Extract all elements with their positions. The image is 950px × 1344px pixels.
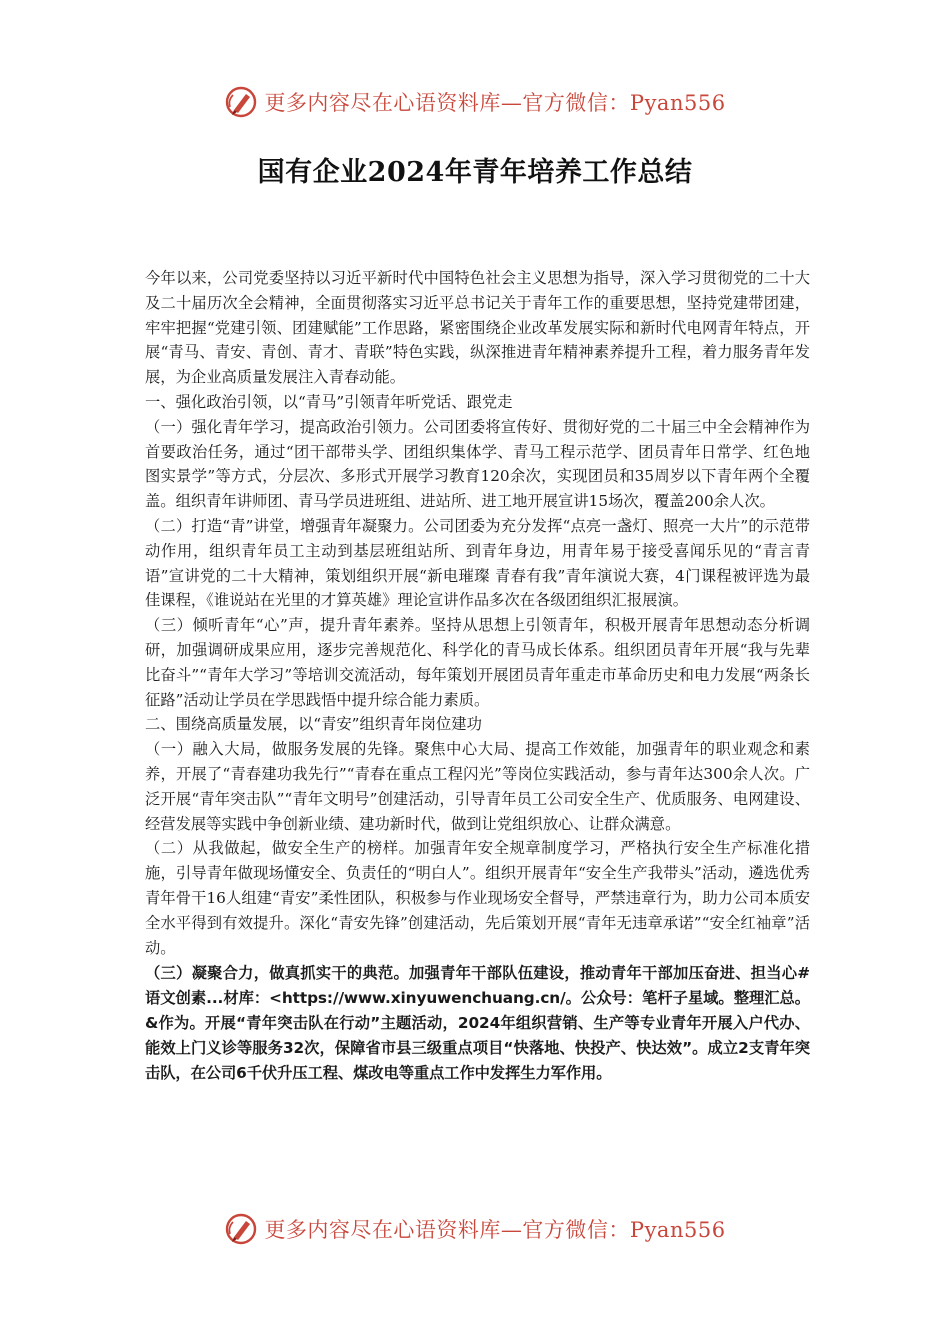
paragraph-1-3: （三）倾听青年“心”声，提升青年素养。坚持从思想上引领青年，积极开展青年思想动态分析调研，加强调研成果应用，逐步完善规范化、科学化的青马成长体系。组织团员青年开展“我与先辈比奋斗”“青年大学习”等培训交流活动，每年策划开展团员青年重走市革命历史和电力发展“两条长征路”活动让学员在学思践悟中提升综合能力素质。 bbox=[145, 616, 810, 709]
paragraph-1-2: （二）打造“青”讲堂，增强青年凝聚力。公司团委为充分发挥“点亮一盏灯、照亮一大片”的示范带动作用，组织青年员工主动到基层班组站所、到青年身边，用青年易于接受喜闻乐见的“青言青语”宣讲党的二十大精神，策划组织开展“新电璀璨 青春有我”青年演说大赛，4门课程被评选为最佳课程，《谁说站在光里的才算英雄》理论宣讲作品多次在各级团组织汇报展演。 bbox=[145, 516, 810, 610]
banner-text: 更多内容尽在心语资料库—官方微信：Pyan556 bbox=[264, 91, 726, 115]
section-heading-1: 一、强化政治引领，以“青马”引领青年听党话、跟党走 bbox=[145, 392, 513, 411]
document-body bbox=[145, 266, 810, 1086]
pen-logo-icon bbox=[224, 85, 258, 119]
paragraph-2-3-bold: （三）凝聚合力，做真抓实干的典范。加强青年干部队伍建设，推动青年干部加压奋进、担当心#语文创素...材库：<https://www.xinyuwenchuang.cn/。公众号：笔杆子星域。整理汇总。&作为。开展“青年突击队在行动”主题活动，2024年组织营销、生产等专业青年开展入户代办、能效上门义诊等服务32次，保障省市县三级重点项目“快落地、快投产、快达效”。成立2支青年突击队，在公司6千伏升压工程、煤改电等重点工作中发挥生力军作用。 bbox=[145, 964, 810, 1083]
banner-text: 更多内容尽在心语资料库—官方微信：Pyan556 bbox=[264, 1218, 726, 1242]
paragraph-1-1: （一）强化青年学习，提高政治引领力。公司团委将宣传好、贯彻好党的二十届三中全会精神作为首要政治任务，通过“团干部带头学、团组织集体学、青马工程示范学、团员青年日常学、红色地图实景学”等方式，分层次、多形式开展学习教育120余次，实现团员和35周岁以下青年两个全覆盖。组织青年讲师团、青马学员进班组、进站所、进工地开展宣讲15场次，覆盖200余人次。 bbox=[145, 417, 810, 511]
header-banner bbox=[0, 82, 950, 122]
document-title: 国有企业2024年青年培养工作总结 bbox=[257, 157, 693, 188]
intro-paragraph: 今年以来，公司党委坚持以习近平新时代中国特色社会主义思想为指导，深入学习贯彻党的二十大及二十届历次全会精神，全面贯彻落实习近平总书记关于青年工作的重要思想，坚持党建带团建，牢牢把握“党建引领、团建赋能”工作思路，紧密围绕企业改革发展实际和新时代电网青年特点，开展“青马、青安、青创、青才、青联”特色实践，纵深推进青年精神素养提升工程，着力服务青年发展，为企业高质量发展注入青春动能。 bbox=[145, 269, 810, 387]
section-heading-2: 二、围绕高质量发展，以“青安”组织青年岗位建功 bbox=[145, 715, 482, 734]
pen-logo-icon bbox=[224, 1212, 258, 1246]
paragraph-2-1: （一）融入大局，做服务发展的先锋。聚焦中心大局、提高工作效能，加强青年的职业观念和素养，开展了“青春建功我先行”“青春在重点工程闪光”等岗位实践活动，参与青年达300余人次。广泛开展“青年突击队”“青年文明号”创建活动，引导青年员工公司安全生产、优质服务、电网建设、经营发展等实践中争创新业绩、建功新时代，做到让党组织放心、让群众满意。 bbox=[145, 740, 810, 833]
footer-banner bbox=[0, 1209, 950, 1249]
paragraph-2-2: （二）从我做起，做安全生产的榜样。加强青年安全规章制度学习，严格执行安全生产标准化措施，引导青年做现场懂安全、负责任的“明白人”。组织开展青年“安全生产我带头”活动，遴选优秀青年骨干16人组建“青安”柔性团队，积极参与作业现场安全督导，严禁违章行为，助力公司本质安全水平得到有效提升。深化“青安先锋”创建活动，先后策划开展“青年无违章承诺”“安全红袖章”活动。 bbox=[145, 839, 810, 957]
